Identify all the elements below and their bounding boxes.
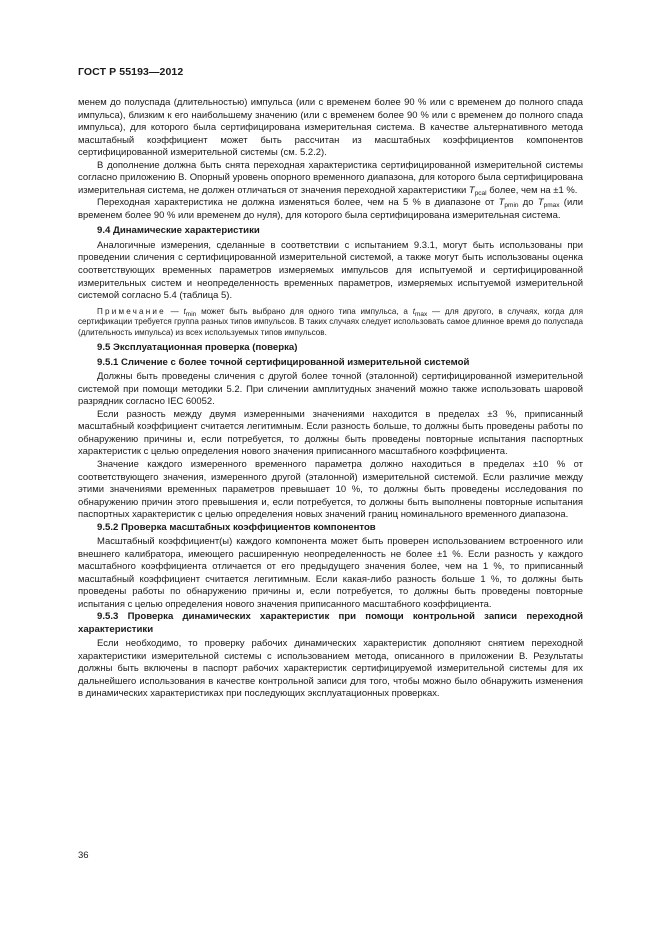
symbol-t: T [468,184,475,196]
text-run: более, чем на ±1 %. [486,184,578,196]
symbol-t: t [183,306,186,316]
document-header: ГОСТ Р 55193—2012 [78,66,184,78]
symbol-subscript: pmin [504,202,519,210]
text-run: В дополнение должна быть снята переходная характеристика сертифицированной измерительной системы согласно приложению В. Опорный уровень опорного временного диапазона, для которого была сертифицирована измерительная система, не должен отличаться от значения переходной характеристики [78,159,583,196]
symbol-subscript: pcal [474,189,487,197]
paragraph-transient-response [78,160,583,198]
symbol-subscript: pmax [543,202,560,210]
paragraph-continuation: менем до полуспада (длительностью) импульса (или с временем более 90 % или с временем до полного спада импульса), близким к его наибольшему значению (или с временем более 90 % или с временем до полного спада импульса), для которого была сертифицирована измерительная система. В качестве альтернативного метода масштабный коэффициент может быть рассчитан из масштабных коэффициентов компонентов сертифицированной измерительной системы (см. 5.2.2). [78,97,583,159]
text-run: может быть выбрано для одного типа импульса, а [196,306,413,316]
symbol-subscript: max [414,310,428,318]
paragraph-reference-record: Если необходимо, то проверку рабочих динамических характеристик дополняют снятием переходной характеристики измерительной системы с использованием метода, описанного в приложении В. Результаты должны быть включены в паспорт рабочих характеристик сертифицируемой измерительной системы для их дальнейшего использования в качестве контрольной записи для того, чтобы можно было обнаружить изменения в динамических характеристиках при последующих эксплуатационных проверках. [78,638,583,700]
text-run: — для другого, в случаях, когда для сертификации требуется группа разных типов импульсов. В таких случаях следует использовать самое длинное время до полуспада (длительность импульса) из всех используемых типов импульсов. [78,306,583,337]
text-run: Переходная характеристика не должна изменяться более, чем на 5 % в диапазоне от [97,197,499,209]
symbol-t: T [498,197,505,209]
paragraph-difference-3: Если разность между двумя измеренными значениями находится в пределах ±3 %, приписанный масштабный коэффициент считается легитимным. Если разность больше, то должны быть проведены работы по обнаружению причины и, если потребуется, то должны быть проведены повторные испытания паспортных характеристик с целью определения нового значения приписанного масштабного коэффициента. [78,408,583,458]
section-heading-9-5-3: 9.5.3 Проверка динамических характеристик при помощи контрольной записи переходной характеристики [78,611,583,635]
symbol-t: t [412,306,415,316]
note-label: Примечание [97,306,166,316]
note-block [78,307,583,339]
text-run: (или временем более 90 % или временем до нуля), для которого была сертифицирована измерительная система. [78,197,583,221]
text-run: — [165,306,184,316]
section-heading-9-5: 9.5 Эксплуатационная проверка (поверка) [97,342,298,354]
document-body [78,97,583,701]
paragraph-comparison: Должны быть проведены сличения с другой более точной (эталонной) сертифицированной измерительной системой при помощи методики 5.2. При сличении амплитудных значений можно также использовать шаровой разрядник согласно IEC 60052. [78,371,583,408]
page-number: 36 [78,850,89,861]
symbol-t: T [537,197,544,209]
section-heading-9-4: 9.4 Динамические характеристики [97,225,260,237]
symbol-subscript: min [185,310,197,318]
paragraph-dynamic-characteristics: Аналогичные измерения, сделанные в соответствии с испытанием 9.3.1, могут быть использованы при проведении сличения с сертифицированной измерительной системой, а также могут быть использованы оценка соответствующих временных параметров измеряемых импульсов для испытуемой и сертифицированной измерительных систем и неопределенность временных параметров, измеряемых испытуемой измерительной системой согласно 5.4 (таблица 5). [78,239,583,302]
paragraph-transient-change [78,197,583,222]
paragraph-scale-factor-check: Масштабный коэффициент(ы) каждого компонента может быть проверен использованием встроенного или внешнего калибратора, имеющего расширенную неопределенность не более ±1 %. Если разность у каждого масштабного коэффициента отличается от его предыдущего значения более, чем на 1 %, то приписанный масштабный коэффициент считается легитимным. Если какая-либо разность больше 1 %, то должны быть проведены работы по обнаружению причины и, если потребуется, то должны быть проведены повторные испытания с целью определения нового значения приписанного масштабного коэффициента. [78,536,583,610]
section-heading-9-5-2: 9.5.2 Проверка масштабных коэффициентов компонентов [97,521,376,533]
section-heading-9-5-1: 9.5.1 Сличение с более точной сертифицированной измерительной системой [97,356,470,368]
text-run: до [518,197,538,209]
paragraph-difference-10: Значение каждого измеренного временного параметра должно находиться в пределах ±10 % от соответствующего значения, измеренного другой (эталонной) измерительной системой. Если различие между этими значениями временных параметров превышает 10 %, то должны быть проведены исследования по обнаружению причин этого превышения и, если потребуется, то должны быть выполнены повторные испытания паспортных характеристик с целью определения новых значений границ номинального временного диапазона. [78,459,583,521]
